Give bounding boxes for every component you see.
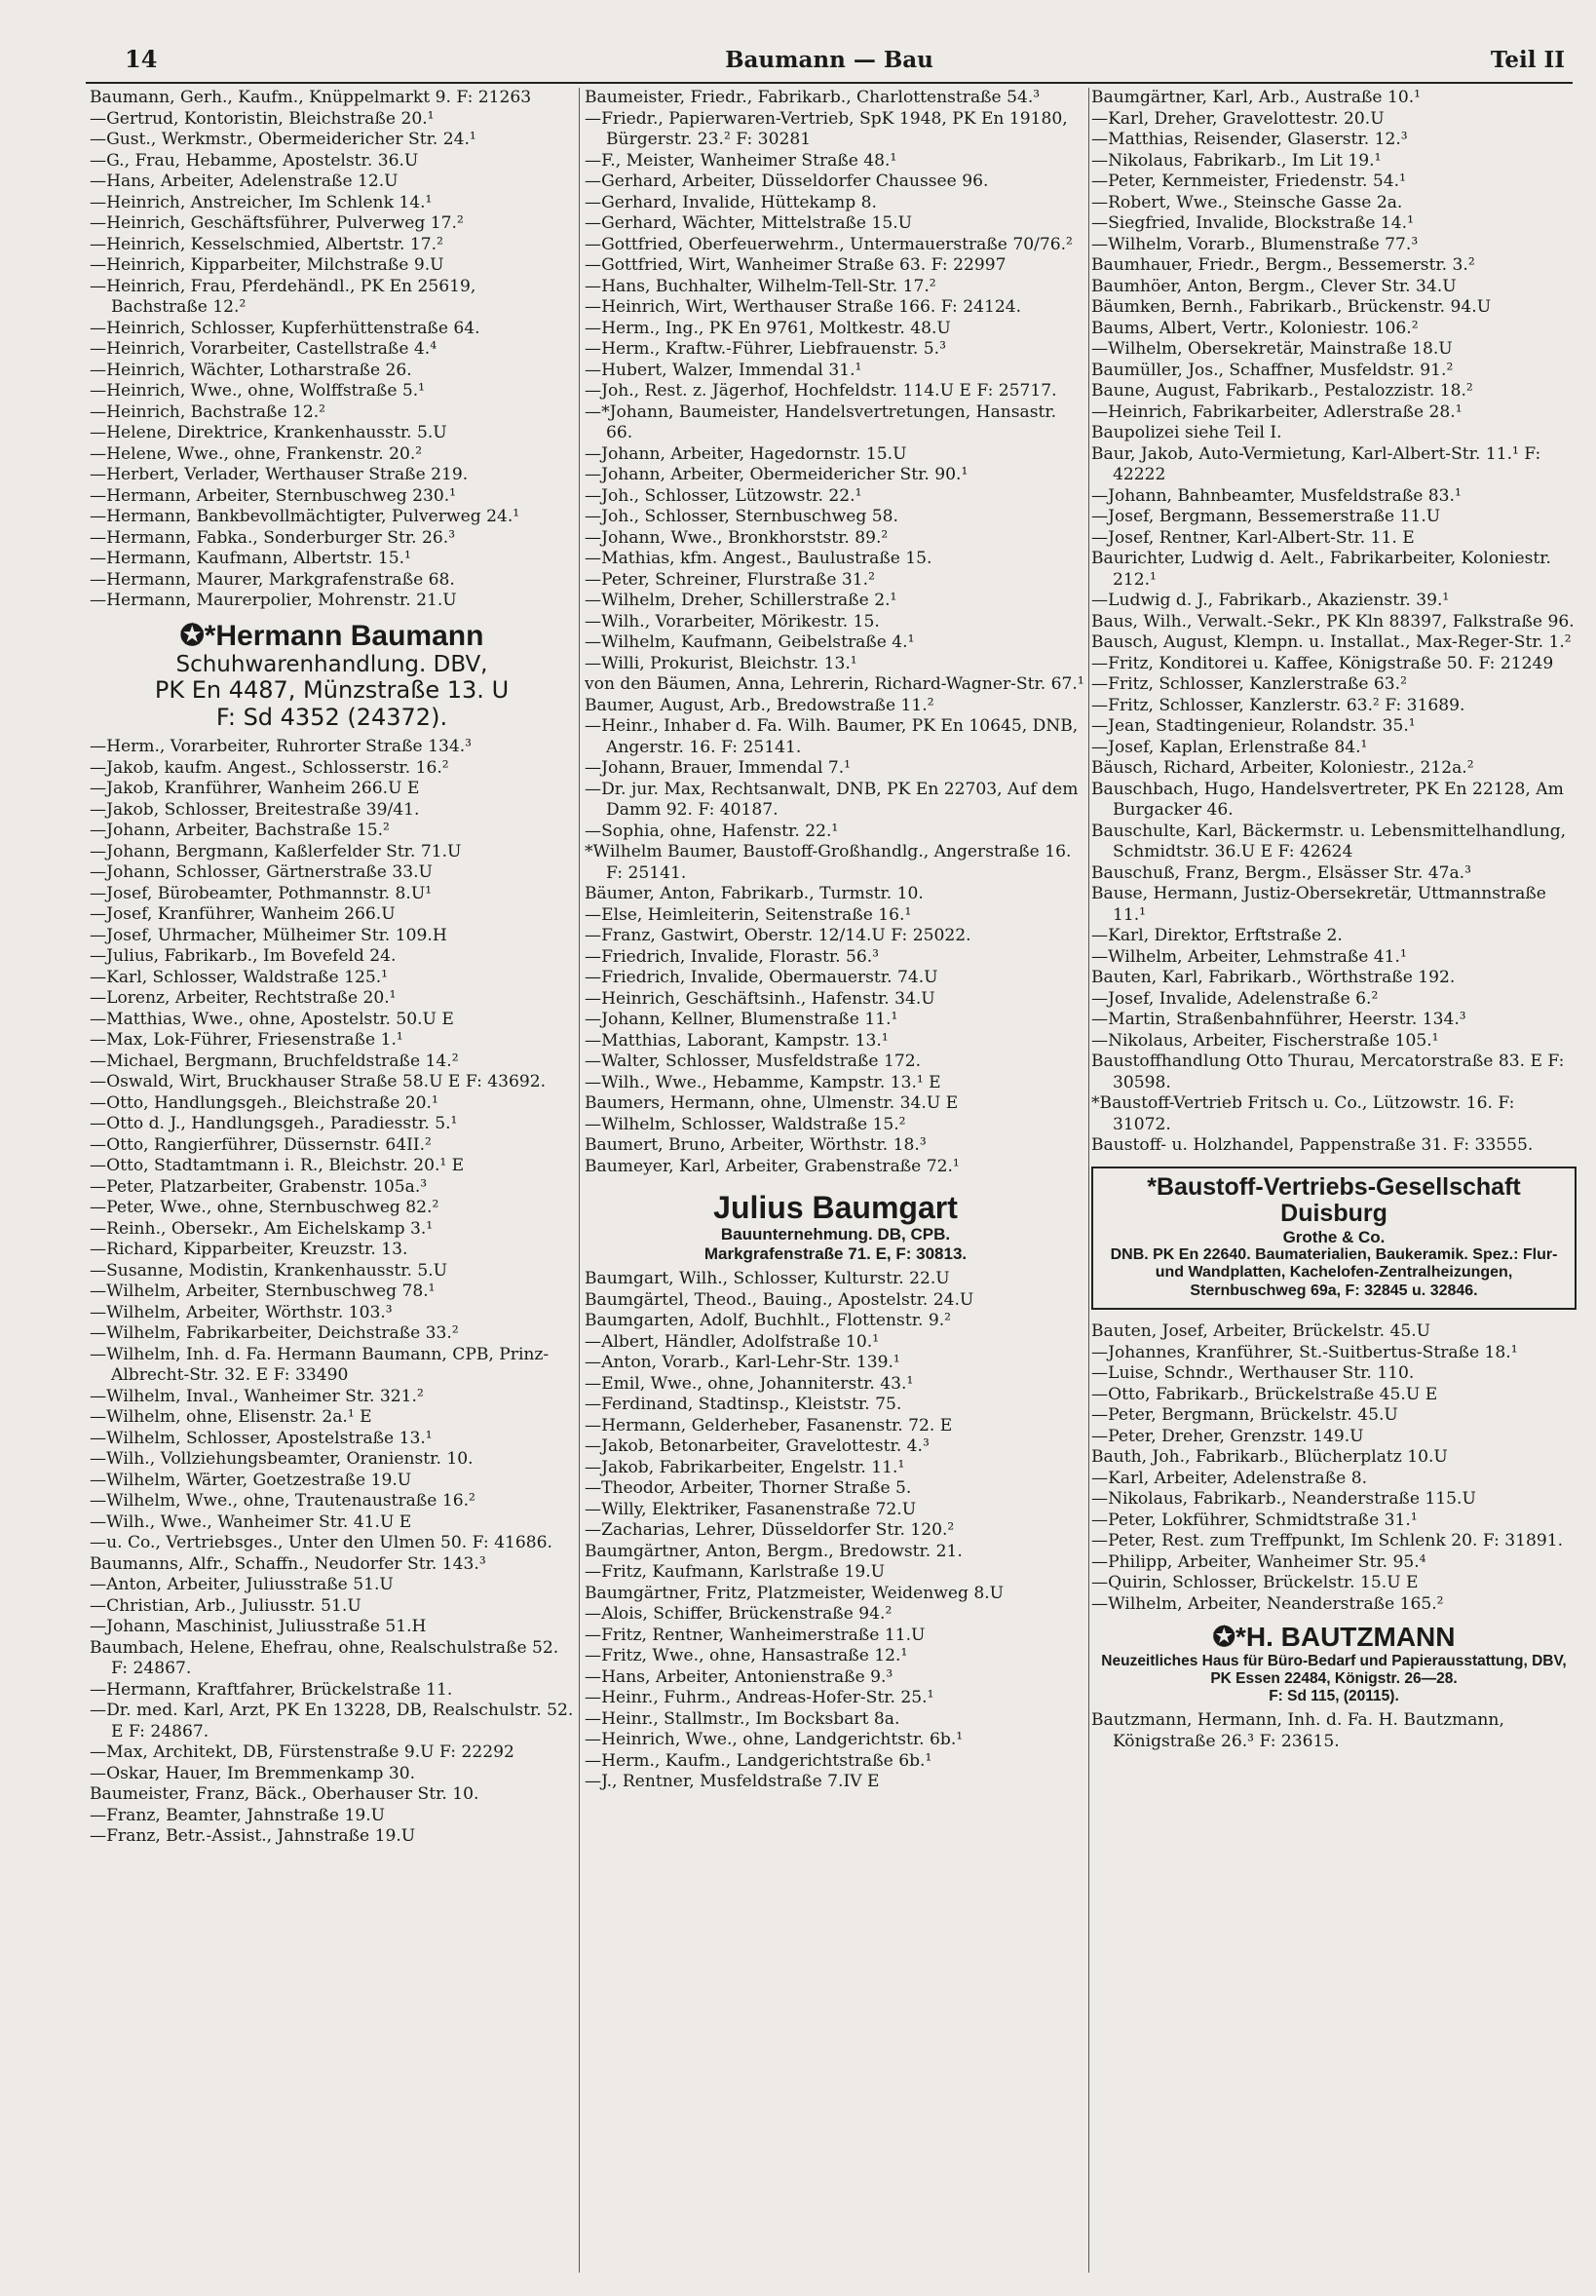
- directory-entry: —Luise, Schndr., Werthauser Str. 110.: [1091, 1363, 1415, 1384]
- directory-entry: Bause, Hermann, Justiz-Obersekretär, Uttmannstraße 11.¹: [1091, 884, 1546, 925]
- directory-entry: Baumert, Bruno, Arbeiter, Wörthstr. 18.³: [585, 1135, 927, 1155]
- directory-entry: —Jakob, Schlosser, Breitestraße 39/41.: [90, 799, 420, 820]
- directory-entry: —Heinrich, Wwe., ohne, Landgerichtstr. 6b.¹: [585, 1730, 964, 1750]
- ad-line: Grothe & Co.: [1282, 1227, 1386, 1246]
- ad-line: DNB. PK En 22640. Baumaterialien, Baukeramik. Spez.: Flur- und Wandplatten, Kachelofen-Zentralheizungen,: [1110, 1246, 1558, 1282]
- directory-entry: —Siegfried, Invalide, Blockstraße 14.¹: [1091, 213, 1414, 233]
- directory-entry: —Ludwig d. J., Fabrikarb., Akazienstr. 39.¹: [1091, 591, 1450, 610]
- directory-entry: —Martin, Straßenbahnführer, Heerstr. 134.³: [1091, 1010, 1466, 1029]
- directory-entry: —Johann, Kellner, Blumenstraße 11.¹: [585, 1010, 898, 1029]
- directory-entry: —Else, Heimleiterin, Seitenstraße 16.¹: [585, 904, 912, 925]
- directory-entry: —Nikolaus, Fabrikarb., Neanderstraße 115.U: [1091, 1489, 1476, 1510]
- directory-entry: —Mathias, kfm. Angest., Baulustraße 15.: [585, 549, 932, 568]
- directory-entry: —Albert, Händler, Adolfstraße 10.¹: [585, 1331, 880, 1352]
- directory-entry: Bauschulte, Karl, Bäckermstr. u. Lebensmittelhandlung, Schmidtstr. 36.U E F: 42624: [1091, 821, 1567, 861]
- directory-entry: —Heinrich, Fabrikarbeiter, Adlerstraße 28.¹: [1091, 402, 1463, 422]
- ad-line: Schuhwarenhandlung. DBV,: [175, 651, 488, 677]
- directory-entry: —Johann, Arbeiter, Hagedornstr. 15.U: [585, 443, 907, 464]
- directory-entry: —Jakob, Kranführer, Wanheim 266.U E: [90, 779, 420, 799]
- directory-entry: —Richard, Kipparbeiter, Kreuzstr. 13.: [90, 1240, 408, 1260]
- directory-entry: —Matthias, Reisender, Glaserstr. 12.³: [1091, 130, 1408, 149]
- directory-entry: *Wilhelm Baumer, Baustoff-Großhandlg., Angerstraße 16. F: 25141.: [585, 842, 1072, 883]
- advertisement-baustoff-vertriebs-gesellschaft: [1091, 1167, 1577, 1311]
- directory-entry: —Wilh., Vorarbeiter, Mörikestr. 15.: [585, 611, 880, 631]
- directory-entry: Baumeister, Friedr., Fabrikarb., Charlottenstraße 54.³: [585, 88, 1041, 107]
- directory-entry: —Peter, Dreher, Grenzstr. 149.U: [1091, 1426, 1364, 1446]
- directory-entry: Bauth, Joh., Fabrikarb., Blücherplatz 10.U: [1091, 1447, 1448, 1468]
- directory-entry: —Wilhelm, Arbeiter, Wörthstr. 103.³: [90, 1302, 393, 1322]
- directory-entry: —Julius, Fabrikarb., Im Bovefeld 24.: [90, 946, 397, 967]
- directory-entry: —Lorenz, Arbeiter, Rechtstraße 20.¹: [90, 988, 397, 1009]
- directory-entry: —Wilhelm, Arbeiter, Lehmstraße 41.¹: [1091, 946, 1407, 967]
- directory-entry: —Fritz, Konditorei u. Kaffee, Königstraße 50. F: 21249: [1091, 653, 1554, 673]
- directory-entry: —Nikolaus, Fabrikarb., Im Lit 19.¹: [1091, 150, 1382, 171]
- directory-entry: —u. Co., Vertriebsges., Unter den Ulmen 50. F: 41686.: [90, 1533, 552, 1553]
- directory-entry: —Friedr., Papierwaren-Vertrieb, SpK 1948, PK En 19180, Bürgerstr. 23.² F: 30281: [585, 108, 1068, 149]
- directory-entry: —Josef, Bürobeamter, Pothmannstr. 8.U¹: [90, 883, 433, 903]
- directory-entry: —Wilh., Wwe., Wanheimer Str. 41.U E: [90, 1512, 412, 1532]
- directory-entry: —Johannes, Kranführer, St.-Suitbertus-Straße 18.¹: [1091, 1342, 1518, 1362]
- directory-entry: Baums, Albert, Vertr., Koloniestr. 106.²: [1091, 318, 1419, 338]
- directory-entry: —Heinrich, Kipparbeiter, Milchstraße 9.U: [90, 255, 444, 275]
- directory-entry: Baustoffhandlung Otto Thurau, Mercatorstraße 83. E F: 30598.: [1091, 1052, 1565, 1092]
- directory-entry: —Oswald, Wirt, Bruckhauser Straße 58.U E F: 43692.: [90, 1072, 547, 1092]
- directory-entry: —Heinrich, Anstreicher, Im Schlenk 14.¹: [90, 192, 433, 212]
- directory-entry: —Heinrich, Frau, Pferdehändl., PK En 25619, Bachstraße 12.²: [90, 276, 476, 317]
- entry-list: [585, 1269, 1086, 1793]
- directory-entry: Baur, Jakob, Auto-Vermietung, Karl-Albert-Str. 11.¹ F: 42222: [1091, 443, 1541, 484]
- directory-entry: —Robert, Wwe., Steinsche Gasse 2a.: [1091, 192, 1403, 212]
- directory-entry: —Hans, Arbeiter, Antonienstraße 9.³: [585, 1666, 893, 1687]
- column-2: [585, 88, 1086, 2278]
- directory-entry: —Emil, Wwe., ohne, Johanniterstr. 43.¹: [585, 1373, 914, 1394]
- directory-entry: —Heinrich, Kesselschmied, Albertstr. 17.²: [90, 234, 443, 254]
- directory-entry: von den Bäumen, Anna, Lehrerin, Richard-Wagner-Str. 67.¹: [585, 674, 1084, 694]
- ad-title: Julius Baumgart: [713, 1190, 958, 1225]
- directory-entry: —Helene, Wwe., ohne, Frankenstr. 20.²: [90, 443, 423, 464]
- directory-entry: —Heinrich, Bachstraße 12.²: [90, 402, 326, 422]
- column-1: [90, 88, 574, 2278]
- ad-line: Neuzeitliches Haus für Büro-Bedarf und Papierausstattung, DBV, PK Essen 22484, Königstr. 26—28.: [1101, 1653, 1567, 1687]
- directory-entry: Baumann, Gerh., Kaufm., Knüppelmarkt 9. F: 21263: [90, 88, 532, 107]
- directory-entry: Baumhauer, Friedr., Bergm., Bessemerstr. 3.²: [1091, 255, 1475, 275]
- directory-entry: —Friedrich, Invalide, Obermauerstr. 74.U: [585, 968, 938, 987]
- directory-entry: Baustoff- u. Holzhandel, Pappenstraße 31. F: 33555.: [1091, 1135, 1534, 1155]
- directory-entry: —Fritz, Schlosser, Kanzlerstraße 63.²: [1091, 674, 1407, 694]
- directory-entry: Bauschbach, Hugo, Handelsvertreter, PK En 22128, Am Burgacker 46.: [1091, 779, 1564, 820]
- directory-entry: —Heinrich, Vorarbeiter, Castellstraße 4.⁴: [90, 339, 437, 359]
- directory-entry: —Karl, Schlosser, Waldstraße 125.¹: [90, 967, 389, 987]
- directory-entry: —Joh., Schlosser, Sternbuschweg 58.: [585, 507, 898, 526]
- directory-entry: —Peter, Platzarbeiter, Grabenstr. 105a.³: [90, 1176, 428, 1197]
- directory-entry: —Wilhelm, Arbeiter, Neanderstraße 165.²: [1091, 1593, 1444, 1614]
- directory-entry: —Heinr., Inhaber d. Fa. Wilh. Baumer, PK En 10645, DNB, Angerstr. 16. F: 25141.: [585, 716, 1079, 757]
- directory-entry: —Peter, Lokführer, Schmidtstraße 31.¹: [1091, 1510, 1418, 1530]
- directory-entry: Bäusch, Richard, Arbeiter, Koloniestr., 212a.²: [1091, 758, 1474, 778]
- entry-list: [585, 88, 1086, 1177]
- directory-entry: —Franz, Betr.-Assist., Jahnstraße 19.U: [90, 1826, 416, 1847]
- directory-entry: —Max, Architekt, DB, Fürstenstraße 9.U F: 22292: [90, 1742, 514, 1763]
- directory-entry: —Herm., Ing., PK En 9761, Moltkestr. 48.U: [585, 318, 951, 338]
- entry-list: [90, 88, 574, 612]
- directory-entry: —Johann, Bergmann, Kaßlerfelder Str. 71.U: [90, 841, 462, 861]
- directory-entry: —Josef, Kaplan, Erlenstraße 84.¹: [1091, 737, 1368, 757]
- directory-entry: —Friedrich, Invalide, Florastr. 56.³: [585, 946, 880, 967]
- directory-entry: —Johann, Brauer, Immendal 7.¹: [585, 758, 852, 778]
- directory-entry: —Wilhelm, Dreher, Schillerstraße 2.¹: [585, 591, 897, 610]
- directory-entry: —Hermann, Fabka., Sonderburger Str. 26.³: [90, 527, 456, 548]
- directory-entry: Baus, Wilh., Verwalt.-Sekr., PK Kln 88397, Falkstraße 96.: [1091, 611, 1575, 631]
- directory-entry: —F., Meister, Wanheimer Straße 48.¹: [585, 150, 897, 171]
- directory-entry: —Fritz, Schlosser, Kanzlerstr. 63.² F: 31689.: [1091, 695, 1465, 715]
- directory-entry: —Otto, Stadtamtmann i. R., Bleichstr. 20.¹ E: [90, 1156, 465, 1176]
- directory-entry: —Otto, Handlungsgeh., Bleichstraße 20.¹: [90, 1092, 438, 1113]
- directory-entry: —Heinr., Stallmstr., Im Bocksbart 8a.: [585, 1708, 900, 1729]
- column-divider: [579, 88, 580, 2273]
- ad-title: ✪*H. BAUTZMANN: [1212, 1622, 1456, 1653]
- directory-entry: —Josef, Bergmann, Bessemerstraße 11.U: [1091, 507, 1441, 526]
- directory-entry: Baumgärtner, Anton, Bergm., Bredowstr. 21.: [585, 1541, 963, 1561]
- directory-entry: —Johann, Schlosser, Gärtnerstraße 33.U: [90, 862, 433, 883]
- directory-entry: —Hubert, Walzer, Immendal 31.¹: [585, 360, 862, 380]
- directory-entry: —Josef, Invalide, Adelenstraße 6.²: [1091, 988, 1379, 1009]
- directory-entry: —Matthias, Laborant, Kampstr. 13.¹: [585, 1030, 889, 1051]
- directory-entry: Baumers, Hermann, ohne, Ulmenstr. 34.U E: [585, 1093, 959, 1113]
- directory-entry: —Helene, Direktrice, Krankenhausstr. 5.U: [90, 423, 447, 442]
- directory-entry: —Peter, Bergmann, Brückelstr. 45.U: [1091, 1405, 1398, 1426]
- directory-entry: —Peter, Wwe., ohne, Sternbuschweg 82.²: [90, 1198, 439, 1218]
- directory-entry: Baumgärtel, Theod., Bauing., Apostelstr. 24.U: [585, 1289, 974, 1310]
- directory-entry: —Gerhard, Wächter, Mittelstraße 15.U: [585, 213, 913, 233]
- directory-entry: —Josef, Uhrmacher, Mülheimer Str. 109.H: [90, 925, 447, 945]
- directory-entry: —Johann, Arbeiter, Obermeidericher Str. 90.¹: [585, 465, 969, 484]
- directory-entry: —Peter, Rest. zum Treffpunkt, Im Schlenk 20. F: 31891.: [1091, 1531, 1564, 1551]
- page-header: [86, 43, 1573, 84]
- directory-entry: Baumhöer, Anton, Bergm., Clever Str. 34.U: [1091, 276, 1457, 296]
- directory-entry: Baurichter, Ludwig d. Aelt., Fabrikarbeiter, Koloniestr. 212.¹: [1091, 549, 1551, 590]
- directory-entry: —Hermann, Kraftfahrer, Brückelstraße 11.: [90, 1679, 453, 1700]
- directory-entry: —Heinrich, Wirt, Werthauser Straße 166. F: 24124.: [585, 297, 1022, 317]
- directory-entry: Bauten, Josef, Arbeiter, Brückelstr. 45.U: [1091, 1321, 1431, 1342]
- directory-entry: —Johann, Maschinist, Juliusstraße 51.H: [90, 1617, 427, 1637]
- directory-entry: Baune, August, Fabrikarb., Pestalozzistr. 18.²: [1091, 381, 1473, 401]
- entry-list: [1091, 88, 1577, 1157]
- directory-entry: —Gertrud, Kontoristin, Bleichstraße 20.¹: [90, 108, 435, 129]
- directory-entry: —Gerhard, Invalide, Hüttekamp 8.: [585, 192, 877, 212]
- directory-entry: —Wilhelm, Inval., Wanheimer Str. 321.²: [90, 1386, 424, 1406]
- directory-entry: —Susanne, Modistin, Krankenhausstr. 5.U: [90, 1260, 448, 1281]
- directory-entry: —Karl, Dreher, Gravelottestr. 20.U: [1091, 108, 1385, 129]
- directory-entry: —Fritz, Rentner, Wanheimerstraße 11.U: [585, 1625, 926, 1645]
- directory-entry: —Sophia, ohne, Hafenstr. 22.¹: [585, 821, 839, 841]
- directory-entry: —Wilhelm, Wärter, Goetzestraße 19.U: [90, 1470, 412, 1490]
- ad-line: F: Sd 115, (20115).: [1269, 1687, 1399, 1704]
- directory-entry: Bausch, August, Klempn. u. Installat., Max-Reger-Str. 1.²: [1091, 632, 1572, 652]
- directory-entry: —Max, Lok-Führer, Friesenstraße 1.¹: [90, 1030, 403, 1051]
- advertisement-julius-baumgart: [585, 1177, 1086, 1269]
- directory-entry: —Reinh., Obersekr., Am Eichelskamp 3.¹: [90, 1218, 434, 1239]
- directory-entry: —Philipp, Arbeiter, Wanheimer Str. 95.⁴: [1091, 1551, 1426, 1572]
- directory-entry: Baumeyer, Karl, Arbeiter, Grabenstraße 72.¹: [585, 1156, 960, 1176]
- directory-entry: —Herm., Vorarbeiter, Ruhrorter Straße 134.³: [90, 737, 473, 757]
- directory-entry: Baumgärtner, Karl, Arb., Austraße 10.¹: [1091, 88, 1422, 107]
- directory-entry: —Otto d. J., Handlungsgeh., Paradiesstr. 5.¹: [90, 1114, 458, 1134]
- directory-entry: —Otto, Rangierführer, Düssernstr. 64II.²: [90, 1134, 432, 1155]
- directory-entry: Bautzmann, Hermann, Inh. d. Fa. H. Bautzmann, Königstraße 26.³ F: 23615.: [1091, 1710, 1504, 1751]
- ad-line: Markgrafenstraße 71. E, F: 30813.: [703, 1244, 968, 1263]
- directory-entry: —Franz, Beamter, Jahnstraße 19.U: [90, 1805, 386, 1825]
- directory-entry: —Hermann, Maurerpolier, Mohrenstr. 21.U: [90, 591, 457, 610]
- directory-entry: —Hans, Buchhalter, Wilhelm-Tell-Str. 17.²: [585, 276, 936, 296]
- directory-entry: —Wilhelm, Fabrikarbeiter, Deichstraße 33.²: [90, 1323, 459, 1344]
- directory-entry: —*Johann, Baumeister, Handelsvertretungen, Hansastr. 66.: [585, 402, 1057, 442]
- directory-entry: —Peter, Kernmeister, Friedenstr. 54.¹: [1091, 172, 1406, 191]
- advertisement-hermann-baumann: [90, 612, 574, 738]
- directory-entry: —Michael, Bergmann, Bruchfeldstraße 14.²: [90, 1051, 459, 1071]
- directory-entry: —G., Frau, Hebamme, Apostelstr. 36.U: [90, 150, 419, 171]
- directory-entry: —Wilhelm, Wwe., ohne, Trautenaustraße 16.²: [90, 1491, 475, 1512]
- directory-entry: —Quirin, Schlosser, Brückelstr. 15.U E: [1091, 1573, 1419, 1593]
- directory-entry: —Anton, Vorarb., Karl-Lehr-Str. 139.¹: [585, 1353, 900, 1373]
- directory-entry: —Willi, Prokurist, Bleichstr. 13.¹: [585, 653, 857, 673]
- directory-entry: —Karl, Direktor, Erftstraße 2.: [1091, 926, 1343, 945]
- page-number: 14: [125, 45, 158, 73]
- directory-entry: —Fritz, Kaufmann, Karlstraße 19.U: [585, 1562, 886, 1583]
- directory-entry: Baumgärtner, Fritz, Platzmeister, Weidenweg 8.U: [585, 1583, 1005, 1603]
- directory-entry: —Gottfried, Wirt, Wanheimer Straße 63. F: 22997: [585, 255, 1007, 275]
- ad-line: Bauunternehmung. DB, CPB.: [720, 1225, 951, 1244]
- directory-entry: —Joh., Schlosser, Lützowstr. 22.¹: [585, 485, 862, 506]
- directory-entry: —Gerhard, Arbeiter, Düsseldorfer Chaussee 96.: [585, 172, 989, 191]
- directory-entry: —Heinrich, Wächter, Lotharstraße 26.: [90, 360, 412, 380]
- directory-entry: —Zacharias, Lehrer, Düsseldorfer Str. 120.²: [585, 1520, 955, 1541]
- ad-title: ✪*Hermann Baumann: [179, 619, 484, 652]
- directory-entry: —Herm., Kraftw.-Führer, Liebfrauenstr. 5.³: [585, 339, 946, 359]
- directory-entry: —Matthias, Wwe., ohne, Apostelstr. 50.U E: [90, 1009, 454, 1029]
- directory-entry: Baupolizei siehe Teil I.: [1091, 423, 1282, 442]
- directory-entry: —Dr. jur. Max, Rechtsanwalt, DNB, PK En 22703, Auf dem Damm 92. F: 40187.: [585, 779, 1079, 820]
- directory-entry: —Walter, Schlosser, Musfeldstraße 172.: [585, 1052, 922, 1071]
- directory-entry: Bauten, Karl, Fabrikarb., Wörthstraße 192.: [1091, 968, 1456, 987]
- directory-entry: —Otto, Fabrikarb., Brückelstraße 45.U E: [1091, 1384, 1438, 1404]
- directory-entry: Baumeister, Franz, Bäck., Oberhauser Str. 10.: [90, 1784, 479, 1805]
- directory-entry: —Nikolaus, Arbeiter, Fischerstraße 105.¹: [1091, 1030, 1439, 1051]
- directory-entry: —Wilh., Vollziehungsbeamter, Oranienstr. 10.: [90, 1449, 474, 1470]
- running-title: Baumann — Bau: [725, 47, 933, 73]
- directory-entry: Baumanns, Alfr., Schaffn., Neudorfer Str. 143.³: [90, 1553, 486, 1574]
- directory-entry: —Johann, Arbeiter, Bachstraße 15.²: [90, 821, 390, 841]
- directory-entry: —Hermann, Arbeiter, Sternbuschweg 230.¹: [90, 485, 456, 506]
- ad-line: PK En 4487, Münzstraße 13. U: [154, 675, 510, 704]
- directory-entry: —Herbert, Verlader, Werthauser Straße 219.: [90, 465, 469, 484]
- directory-entry: —Jakob, Fabrikarbeiter, Engelstr. 11.¹: [585, 1457, 905, 1477]
- directory-entry: —Heinr., Fuhrm., Andreas-Hofer-Str. 25.¹: [585, 1688, 934, 1708]
- column-3: [1091, 88, 1577, 2278]
- directory-entry: Baumüller, Jos., Schaffner, Musfeldstr. 91.²: [1091, 360, 1454, 380]
- part-label: Teil II: [1490, 47, 1565, 73]
- directory-entry: Bäumer, Anton, Fabrikarb., Turmstr. 10.: [585, 884, 924, 903]
- entry-list: [1091, 1321, 1577, 1615]
- directory-entry: —Jakob, Betonarbeiter, Gravelottestr. 4.³: [585, 1436, 930, 1457]
- directory-entry: —Hermann, Kaufmann, Albertstr. 15.¹: [90, 549, 411, 568]
- directory-entry: Baumbach, Helene, Ehefrau, ohne, Realschulstraße 52. F: 24867.: [90, 1637, 559, 1679]
- directory-entry: Bäumken, Bernh., Fabrikarb., Brückenstr. 94.U: [1091, 297, 1492, 317]
- directory-entry: —Wilhelm, Schlosser, Waldstraße 15.²: [585, 1114, 906, 1134]
- directory-entry: —Anton, Arbeiter, Juliusstraße 51.U: [90, 1575, 394, 1595]
- directory-entry: —Wilhelm, Inh. d. Fa. Hermann Baumann, CPB, Prinz-Albrecht-Str. 32. E F: 33490: [90, 1344, 550, 1386]
- directory-entry: —Wilhelm, Kaufmann, Geibelstraße 4.¹: [585, 632, 915, 652]
- directory-entry: —J., Rentner, Musfeldstraße 7.IV E: [585, 1772, 880, 1792]
- directory-entry: —Josef, Kranführer, Wanheim 266.U: [90, 904, 396, 925]
- directory-entry: —Johann, Bahnbeamter, Musfeldstraße 83.¹: [1091, 485, 1462, 506]
- advertisement-h-bautzmann: [1091, 1615, 1577, 1710]
- directory-entry: —Johann, Wwe., Bronkhorststr. 89.²: [585, 527, 889, 548]
- directory-entry: —Hans, Arbeiter, Adelenstraße 12.U: [90, 172, 399, 191]
- directory-entry: —Wilhelm, Obersekretär, Mainstraße 18.U: [1091, 339, 1453, 359]
- directory-entry: —Willy, Elektriker, Fasanenstraße 72.U: [585, 1499, 917, 1519]
- directory-entry: —Karl, Arbeiter, Adelenstraße 8.: [1091, 1468, 1368, 1488]
- directory-entry: —Heinrich, Geschäftsführer, Pulverweg 17.²: [90, 213, 464, 233]
- directory-entry: —Wilh., Wwe., Hebamme, Kampstr. 13.¹ E: [585, 1072, 941, 1092]
- directory-entry: —Christian, Arb., Juliusstr. 51.U: [90, 1595, 361, 1616]
- directory-entry: —Ferdinand, Stadtinsp., Kleiststr. 75.: [585, 1395, 902, 1415]
- directory-entry: —Alois, Schiffer, Brückenstraße 94.²: [585, 1604, 893, 1625]
- directory-entry: —Josef, Rentner, Karl-Albert-Str. 11. E: [1091, 527, 1415, 548]
- directory-entry: —Franz, Gastwirt, Oberstr. 12/14.U F: 25022.: [585, 926, 971, 945]
- directory-entry: —Wilhelm, ohne, Elisenstr. 2a.¹ E: [90, 1407, 372, 1428]
- directory-entry: —Theodor, Arbeiter, Thorner Straße 5.: [585, 1478, 912, 1499]
- directory-entry: —Peter, Schreiner, Flurstraße 31.²: [585, 569, 875, 590]
- column-divider: [1088, 88, 1089, 2273]
- directory-entry: Baumer, August, Arb., Bredowstraße 11.²: [585, 695, 934, 715]
- directory-entry: —Hermann, Maurer, Markgrafenstraße 68.: [90, 569, 455, 590]
- directory-entry: —Hermann, Bankbevollmächtigter, Pulverweg 24.¹: [90, 507, 520, 526]
- directory-entry: Baumgart, Wilh., Schlosser, Kulturstr. 22.U: [585, 1269, 950, 1289]
- directory-entry: —Jean, Stadtingenieur, Rolandstr. 35.¹: [1091, 716, 1416, 736]
- directory-entry: —Jakob, kaufm. Angest., Schlosserstr. 16.²: [90, 757, 449, 778]
- directory-entry: —Heinrich, Wwe., ohne, Wolffstraße 5.¹: [90, 381, 426, 401]
- directory-entry: —Wilhelm, Arbeiter, Sternbuschweg 78.¹: [90, 1282, 436, 1302]
- directory-entry: *Baustoff-Vertrieb Fritsch u. Co., Lützowstr. 16. F: 31072.: [1091, 1093, 1515, 1134]
- ad-line: F: Sd 4352 (24372).: [215, 703, 448, 731]
- entry-list: [90, 737, 574, 1848]
- directory-entry: —Heinrich, Schlosser, Kupferhüttenstraße 64.: [90, 318, 480, 338]
- ad-title: *Baustoff-Vertriebs-Gesellschaft Duisburg: [1147, 1172, 1521, 1227]
- directory-entry: —Wilhelm, Vorarb., Blumenstraße 77.³: [1091, 234, 1419, 254]
- directory-entry: —Oskar, Hauer, Im Bremmenkamp 30.: [90, 1763, 416, 1783]
- directory-entry: —Fritz, Wwe., ohne, Hansastraße 12.¹: [585, 1646, 908, 1666]
- directory-entry: —Dr. med. Karl, Arzt, PK En 13228, DB, Realschulstr. 52. E F: 24867.: [90, 1701, 574, 1741]
- ad-line: Sternbuschweg 69a, F: 32845 u. 32846.: [1190, 1282, 1478, 1299]
- directory-entry: —Herm., Kaufm., Landgerichtstraße 6b.¹: [585, 1750, 932, 1771]
- directory-entry: —Joh., Rest. z. Jägerhof, Hochfeldstr. 114.U E F: 25717.: [585, 381, 1057, 401]
- directory-entry: Baumgarten, Adolf, Buchhlt., Flottenstr. 9.²: [585, 1311, 952, 1331]
- directory-entry: —Wilhelm, Schlosser, Apostelstraße 13.¹: [90, 1428, 433, 1448]
- entry-list: [1091, 1710, 1577, 1752]
- directory-entry: —Gottfried, Oberfeuerwehrm., Untermauerstraße 70/76.²: [585, 234, 1073, 254]
- directory-entry: —Gust., Werkmstr., Obermeidericher Str. 24.¹: [90, 130, 476, 149]
- directory-entry: —Heinrich, Geschäftsinh., Hafenstr. 34.U: [585, 988, 935, 1009]
- directory-entry: Bauschuß, Franz, Bergm., Elsässer Str. 47a.³: [1091, 862, 1471, 883]
- directory-entry: —Hermann, Gelderheber, Fasanenstr. 72. E: [585, 1415, 953, 1435]
